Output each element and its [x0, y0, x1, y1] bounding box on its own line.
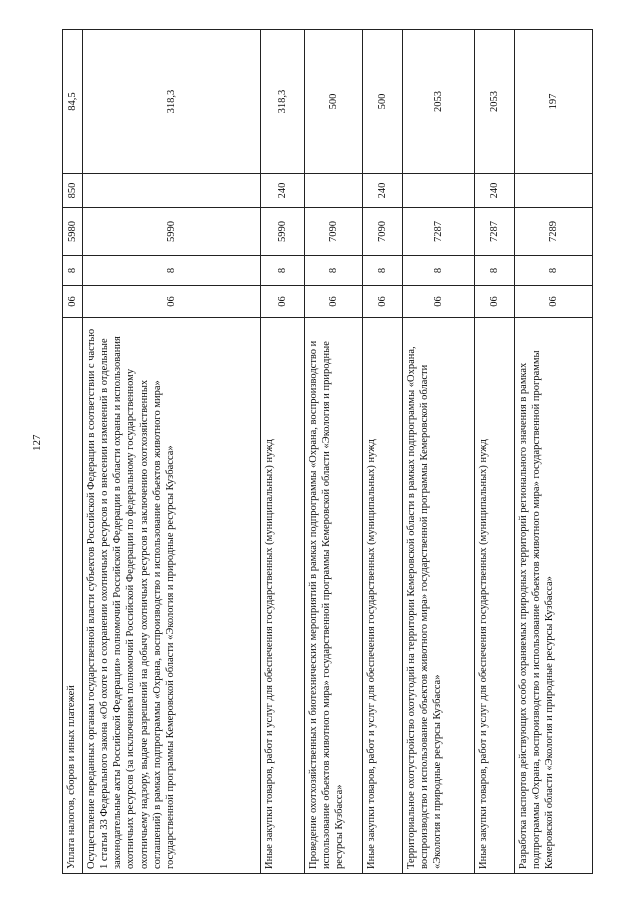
row-amount: 318,3: [83, 30, 261, 174]
row-program: 8: [261, 256, 305, 286]
table-row: [305, 30, 363, 874]
page-number: 127: [31, 434, 43, 451]
row-program: 8: [515, 256, 593, 286]
row-name: Проведение охотхозяйственных и биотехнических мероприятий в рамках подпрограммы «Охрана, воспроизводство и использование объектов животного мира» государственной программы Кемеровской области «Экология и природные ресурсы Кузбасса»: [305, 318, 363, 874]
table-row: [515, 30, 593, 874]
row-section: 06: [83, 286, 261, 318]
row-section: 06: [403, 286, 475, 318]
row-program: 8: [63, 256, 83, 286]
row-name: Иные закупки товаров, работ и услуг для обеспечения государственных (муниципальных) нужд: [261, 318, 305, 874]
row-section: 06: [475, 286, 515, 318]
row-expense-type: 850: [63, 174, 83, 208]
row-target-article: 7287: [403, 208, 475, 256]
row-expense-type: 240: [261, 174, 305, 208]
row-name: Территориальное охотустройство охотугодий на территории Кемеровской области в рамках подпрограммы «Охрана, воспроизводство и использование объектов животного мира» государственной программы Кемеровской области «Экология и природные ресурсы Кузбасса»: [403, 318, 475, 874]
row-expense-type: 240: [363, 174, 403, 208]
row-amount: 318,3: [261, 30, 305, 174]
row-name: Иные закупки товаров, работ и услуг для обеспечения государственных (муниципальных) нужд: [475, 318, 515, 874]
row-program: 8: [363, 256, 403, 286]
row-expense-type: [403, 174, 475, 208]
row-program: 8: [83, 256, 261, 286]
row-program: 8: [403, 256, 475, 286]
row-section: 06: [515, 286, 593, 318]
row-expense-type: [83, 174, 261, 208]
row-amount: 2053: [475, 30, 515, 174]
table-row: [63, 30, 83, 874]
row-target-article: 7090: [363, 208, 403, 256]
row-amount: 2053: [403, 30, 475, 174]
row-section: 06: [63, 286, 83, 318]
row-target-article: 5990: [261, 208, 305, 256]
table-row: [261, 30, 305, 874]
row-target-article: 7090: [305, 208, 363, 256]
row-expense-type: 240: [475, 174, 515, 208]
row-amount: 500: [363, 30, 403, 174]
table-row: [363, 30, 403, 874]
rotated-table-wrapper: [62, 30, 592, 874]
row-target-article: 7287: [475, 208, 515, 256]
row-expense-type: [305, 174, 363, 208]
row-amount: 84,5: [63, 30, 83, 174]
row-amount: 500: [305, 30, 363, 174]
row-section: 06: [363, 286, 403, 318]
row-name: Иные закупки товаров, работ и услуг для обеспечения государственных (муниципальных) нужд: [363, 318, 403, 874]
row-target-article: 7289: [515, 208, 593, 256]
row-program: 8: [475, 256, 515, 286]
row-name: Осуществление переданных органам государственной власти субъектов Российской Федерации в соответствии с частью 1 статьи 33 Федерального закона «Об охоте и о сохранении охотничьих ресурсов и о внесении изменений в отдельные законодательные акты Российской Федерации» полномочий Российской Федерации в области охраны и использования охотничьих ресурсов (за исключением полномочий Российской Федерации по федеральному государственному охотничьему надзору, выдаче разрешений на добычу охотничьих ресурсов и заключению охотхозяйственных соглашений) в рамках подпрограммы «Охрана, воспроизводство и использование объектов животного мира» государственной программы Кемеровской области «Экология и природные ресурсы Кузбасса»: [83, 318, 261, 874]
row-target-article: 5990: [83, 208, 261, 256]
row-program: 8: [305, 256, 363, 286]
table-row: [475, 30, 515, 874]
table-row: [83, 30, 261, 874]
table-row: [403, 30, 475, 874]
row-name: Разработка паспортов действующих особо охраняемых природных территорий регионального значения в рамках подпрограммы «Охрана, воспроизводство и использование объектов животного мира» государственной программы Кемеровской области «Экология и природные ресурсы Кузбасса»: [515, 318, 593, 874]
row-section: 06: [305, 286, 363, 318]
row-name: Уплата налогов, сборов и иных платежей: [63, 318, 83, 874]
budget-table: [62, 29, 593, 874]
row-expense-type: [515, 174, 593, 208]
row-amount: 197: [515, 30, 593, 174]
row-target-article: 5980: [63, 208, 83, 256]
row-section: 06: [261, 286, 305, 318]
